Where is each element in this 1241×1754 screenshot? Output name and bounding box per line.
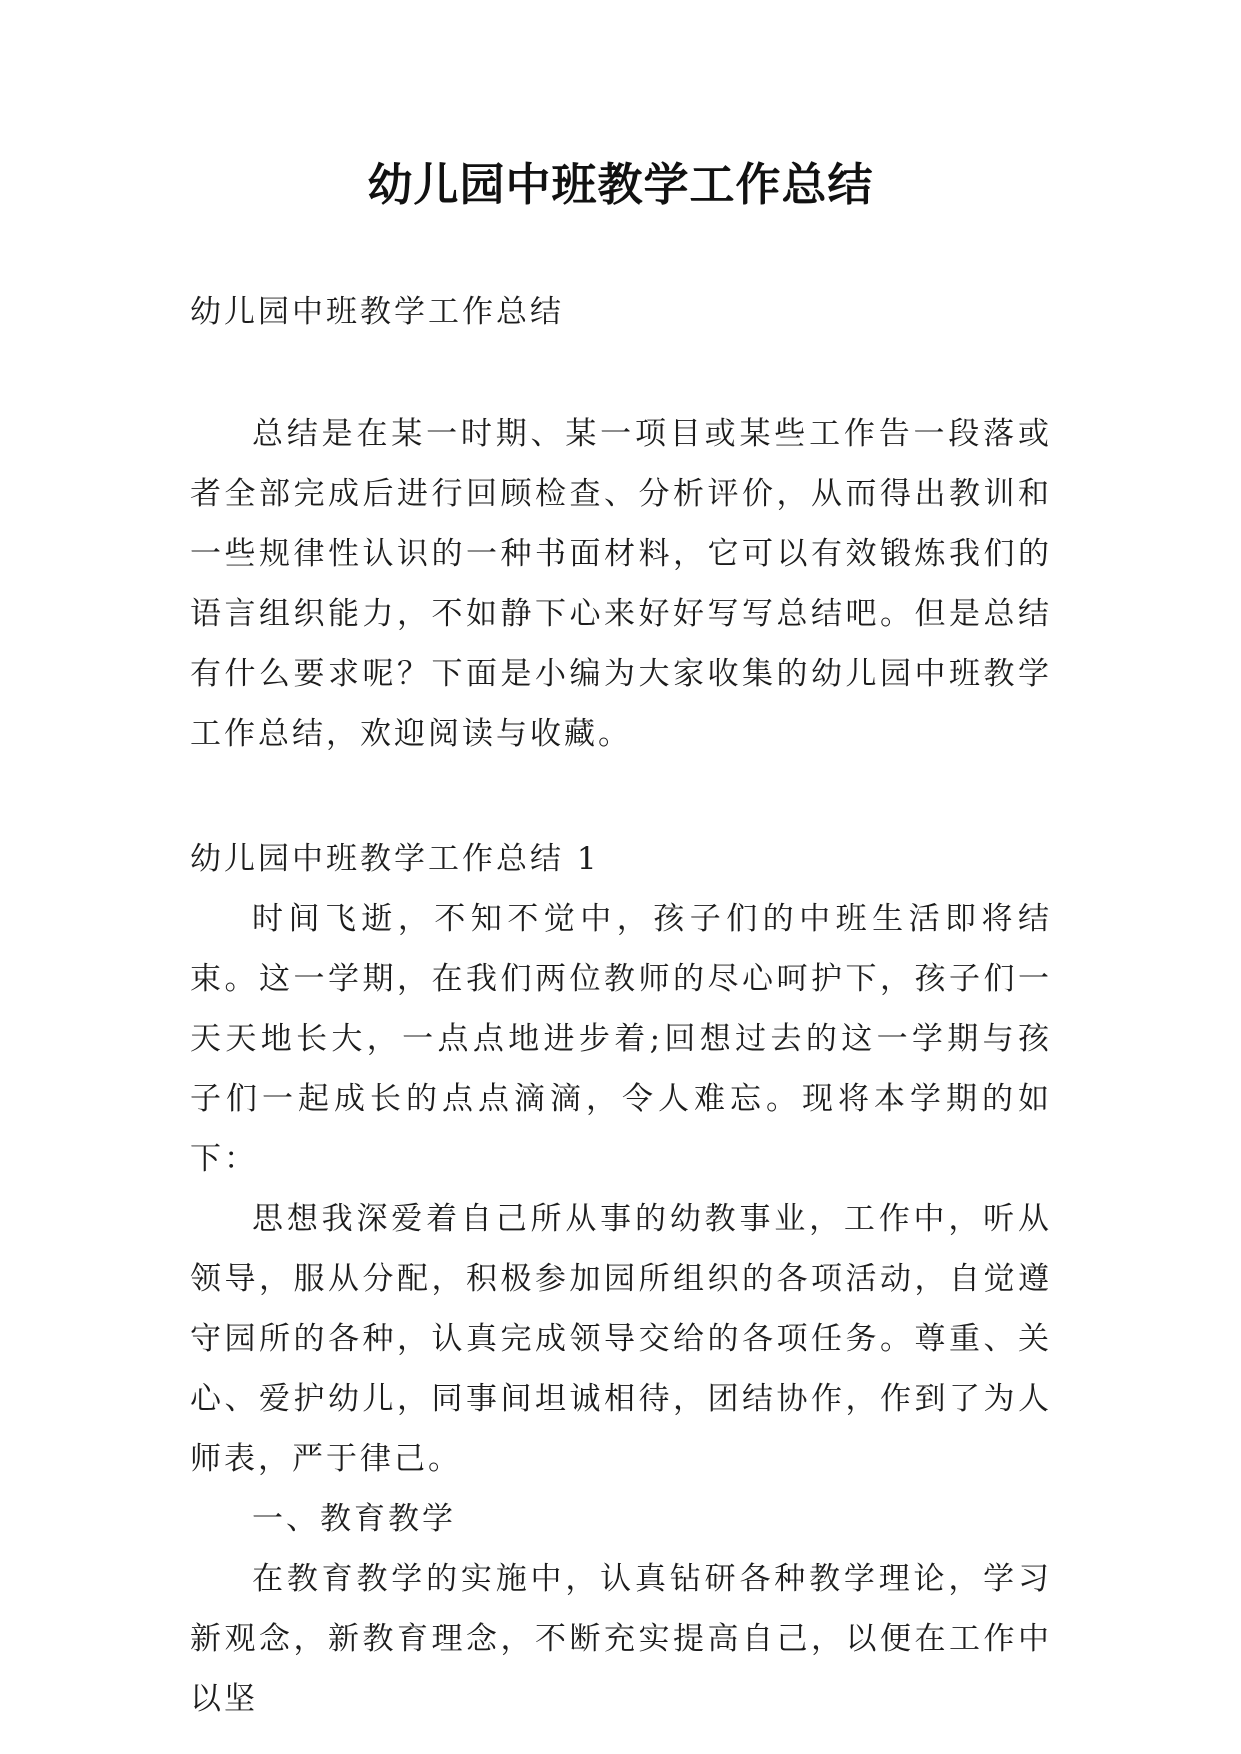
section-1-paragraph-3: 在教育教学的实施中，认真钻研各种教学理论，学习新观念，新教育理念，不断充实提高自己，以便在工作中以坚: [190, 1561, 1052, 1717]
intro-section: [190, 404, 1052, 764]
document-title: 幼儿园中班教学工作总结: [367, 158, 874, 211]
section-1-subheading-1: 一、教育教学: [252, 1501, 456, 1537]
intro-paragraph: 总结是在某一时期、某一项目或某些工作告一段落或者全部完成后进行回顾检查、分析评价，从而得出教训和一些规律性认识的一种书面材料，它可以有效锻炼我们的语言组织能力，不如静下心来好好写写总结吧。但是总结有什么要求呢？下面是小编为大家收集的幼儿园中班教学工作总结，欢迎阅读与收藏。: [190, 416, 1052, 752]
section-1: [190, 829, 1052, 1729]
document-subtitle: [190, 282, 1052, 342]
section-1-paragraph-1: 时间飞逝，不知不觉中，孩子们的中班生活即将结束。这一学期，在我们两位教师的尽心呵护下，孩子们一天天地长大，一点点地进步着;回想过去的这一学期与孩子们一起成长的点点滴滴，令人难忘。现将本学期的如下：: [190, 901, 1052, 1177]
subtitle-text: 幼儿园中班教学工作总结: [190, 294, 564, 330]
section-1-paragraph-2: 思想我深爱着自己所从事的幼教事业，工作中，听从领导，服从分配，积极参加园所组织的各项活动，自觉遵守园所的各种，认真完成领导交给的各项任务。尊重、关心、爱护幼儿，同事间坦诚相待，团结协作，作到了为人师表，严于律己。: [190, 1201, 1052, 1477]
section-1-heading: 幼儿园中班教学工作总结 1: [190, 841, 600, 877]
